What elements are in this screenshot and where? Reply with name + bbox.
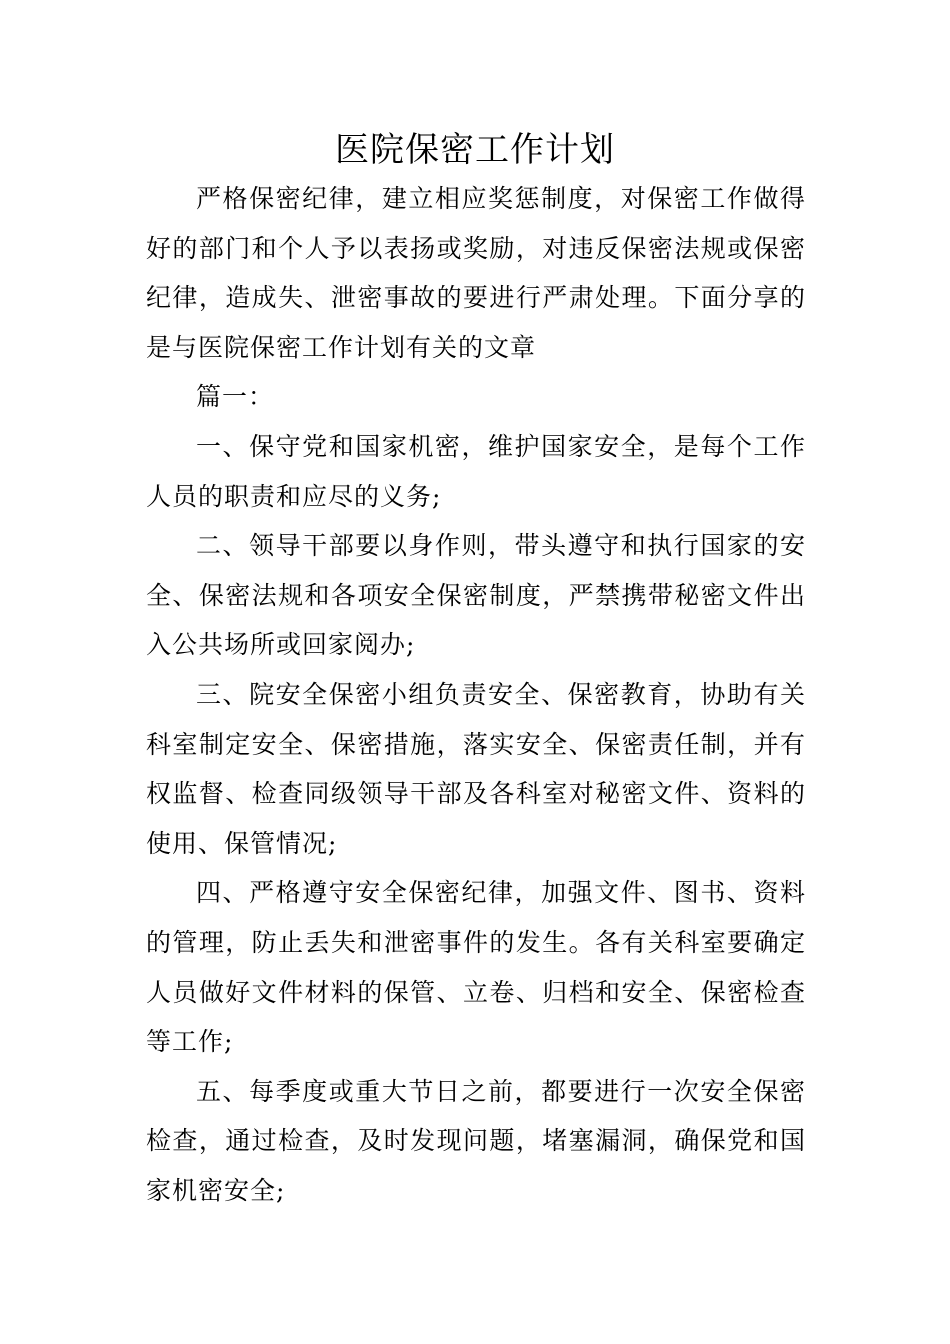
clause-paragraph: 四、严格遵守安全保密纪律，加强文件、图书、资料的管理，防止丢失和泄密事件的发生。各有关科室要确定人员做好文件材料的保管、立卷、归档和安全、保密检查等工作; <box>146 878 806 1057</box>
clause-paragraph: 三、院安全保密小组负责安全、保密教育，协助有关科室制定安全、保密措施，落实安全、保密责任制，并有权监督、检查同级领导干部及各科室对秘密文件、资料的使用、保管情况; <box>146 679 806 858</box>
clause-paragraph: 一、保守党和国家机密，维护国家安全，是每个工作人员的职责和应尽的义务; <box>146 431 806 511</box>
intro-paragraph: 严格保密纪律，建立相应奖惩制度，对保密工作做得好的部门和个人予以表扬或奖励，对违反保密法规或保密纪律，造成失、泄密事故的要进行严肃处理。下面分享的是与医院保密工作计划有关的文章 <box>146 184 806 362</box>
document-title: 医院保密工作计划 <box>335 130 615 170</box>
document-body <box>146 174 806 1215</box>
clause-paragraph: 五、每季度或重大节日之前，都要进行一次安全保密检查，通过检查，及时发现问题，堵塞漏洞，确保党和国家机密安全; <box>146 1076 806 1205</box>
clause-paragraph: 二、领导干部要以身作则，带头遵守和执行国家的安全、保密法规和各项安全保密制度，严禁携带秘密文件出入公共场所或回家阅办; <box>146 531 806 660</box>
section-heading: 篇一： <box>196 382 275 412</box>
